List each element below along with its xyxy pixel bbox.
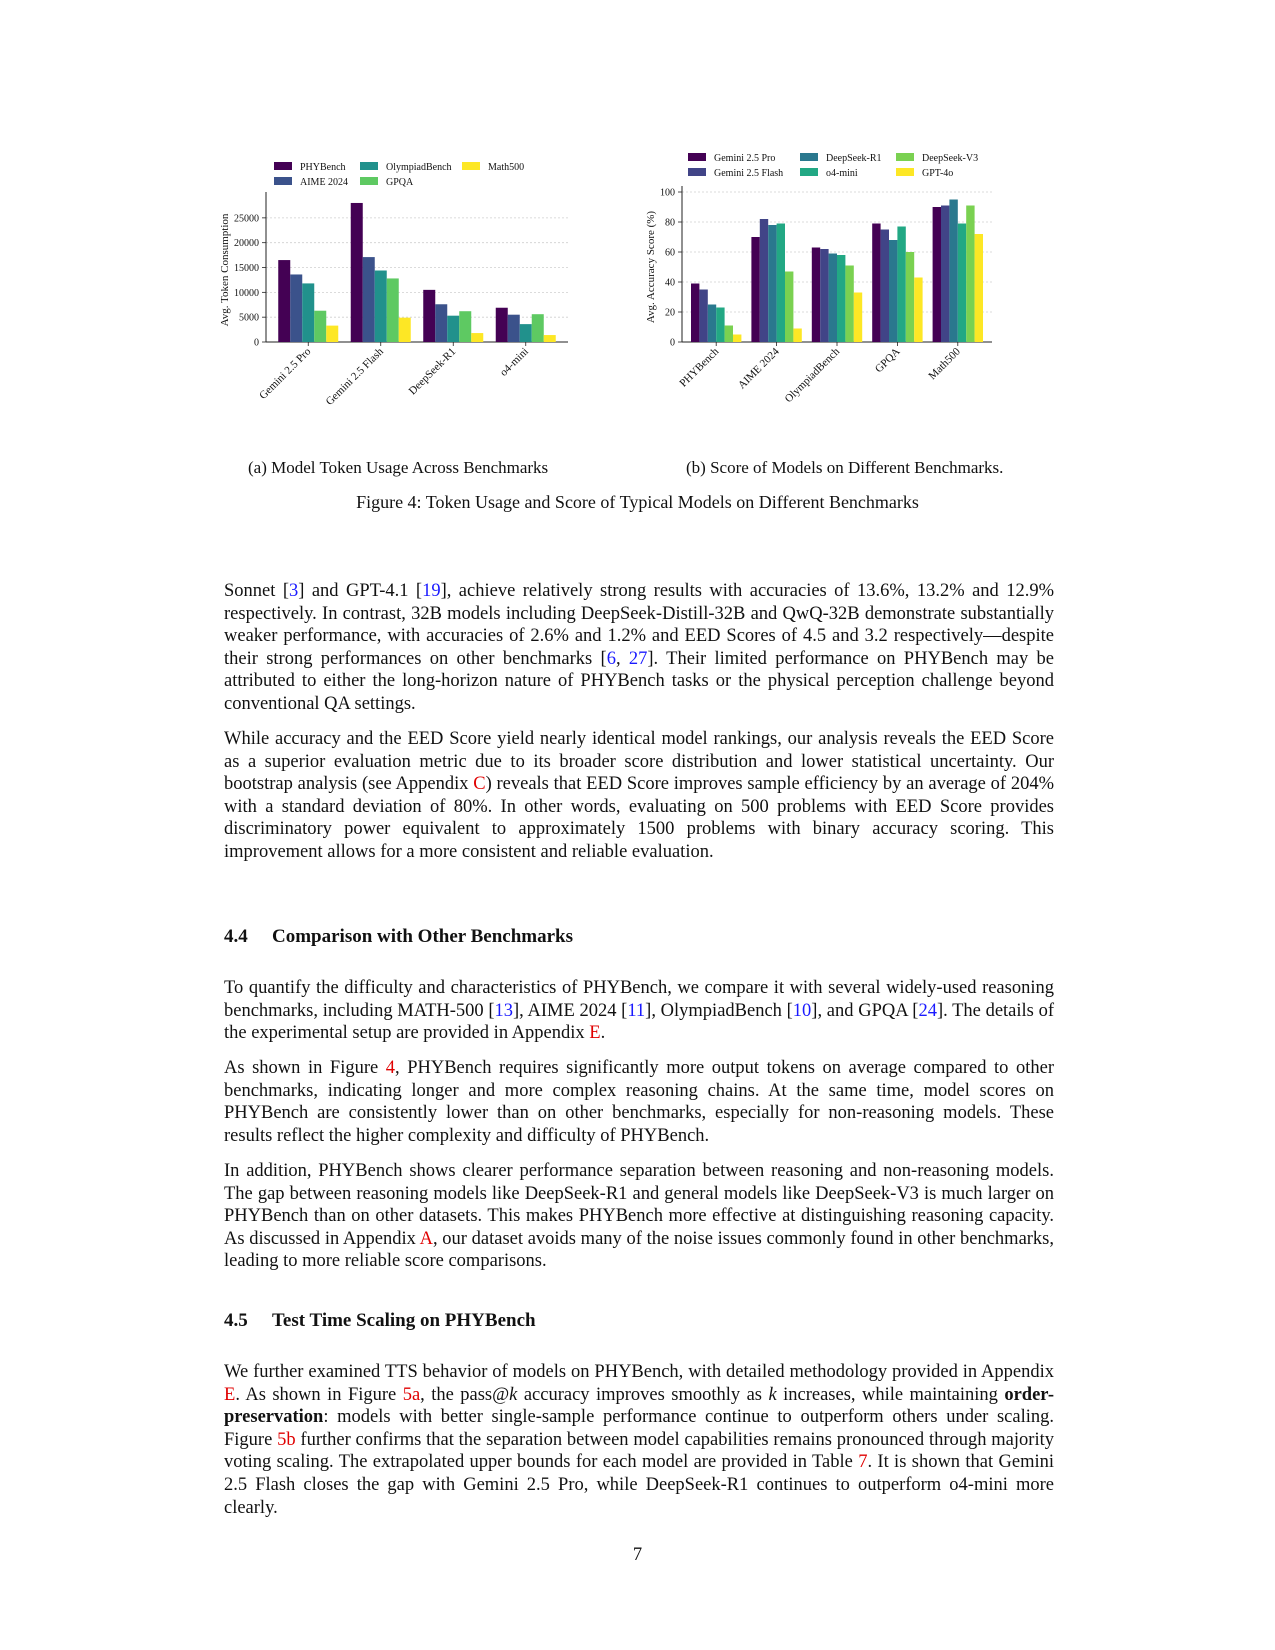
cross-reference-link[interactable]: E [589, 1023, 601, 1044]
bar [459, 311, 471, 342]
bar [768, 225, 776, 342]
x-tick-label: OlympiadBench [782, 345, 843, 406]
legend-label: GPQA [386, 177, 414, 188]
text-run: In addition, PHYBench shows clearer performance separation between reasoning and non-reasoning models. The gap between reasoning models like DeepSeek-R1 and general models like DeepSeek-V3 is much larger on PHYBench than on other datasets. This makes PHYBench more effective at distinguishing reasoning capacity. As discussed in Appendix [224, 1161, 1054, 1249]
bar [496, 308, 508, 342]
bar [941, 206, 949, 343]
chart-token-usage [220, 150, 600, 450]
text-run: ) reveals that EED Score improves sample efficiency by an average of 204% with a standard deviation of 80%. In other words, evaluating on 500 problems with EED Score provides discriminatory power equivalent to approximately 1500 problems with binary accuracy scoring. This improvement allows for a more consistent and reliable evaluation. [224, 774, 1054, 862]
legend-swatch [800, 153, 818, 161]
page-number: 7 [632, 1545, 643, 1565]
legend-label: Gemini 2.5 Flash [714, 168, 784, 179]
y-tick-label: 0 [670, 337, 675, 349]
y-axis-label: Avg. Accuracy Score (%) [645, 210, 657, 324]
legend-label: Math500 [488, 162, 525, 173]
text-run: ]. Their limited performance on PHYBench may be attributed to either the long-horizon nature of PHYBench tasks or the physical perception challenge beyond conventional QA settings. [224, 648, 1054, 714]
y-tick-label: 40 [665, 277, 675, 289]
figure-caption: Figure 4: Token Usage and Score of Typical Models on Different Benchmarks [356, 492, 919, 512]
citation-link[interactable]: 10 [792, 1000, 812, 1021]
legend-label: AIME 2024 [300, 177, 349, 188]
text-run: . As shown in Figure [235, 1384, 403, 1405]
text-run: further confirms that the separation between model capabilities remains pronounced through majority voting scaling. The extrapolated upper bounds for each model are provided in Table [224, 1429, 1054, 1473]
y-tick-label: 100 [660, 187, 675, 199]
section-number: 4.5 [224, 1310, 248, 1331]
text-run: ], and GPQA [ [811, 1000, 919, 1021]
legend-label: PHYBench [300, 162, 346, 173]
bar [544, 335, 556, 342]
bar [326, 326, 338, 342]
bar [278, 260, 290, 342]
text-run: , the pass@ [420, 1384, 510, 1405]
bar [691, 284, 699, 343]
legend-swatch [800, 168, 818, 176]
text-run: As shown in Figure [224, 1058, 386, 1078]
bar [785, 272, 793, 343]
bar [906, 252, 914, 342]
y-tick-label: 10000 [234, 287, 259, 299]
bar [435, 304, 447, 342]
bar [914, 278, 922, 343]
citation-link[interactable]: 19 [422, 581, 441, 601]
text-run: . It is shown that Gemini 2.5 Flash closes the gap with Gemini 2.5 Pro, while DeepSeek-R1 continues to outperform o4-mini more clearly. [224, 1452, 1054, 1518]
math-variable: k [509, 1384, 518, 1405]
bar [725, 326, 733, 343]
x-tick-label: Gemini 2.5 Flash [323, 345, 386, 408]
bar [793, 329, 801, 343]
bar [958, 224, 966, 343]
bar [751, 237, 759, 342]
x-tick-label: o4-mini [497, 345, 531, 379]
bar [820, 249, 828, 342]
legend-swatch [462, 162, 480, 170]
bar [933, 207, 941, 342]
legend-label: GPT-4o [922, 168, 954, 179]
bar [949, 200, 957, 343]
bar [872, 224, 880, 343]
bar [520, 324, 532, 342]
legend-label: DeepSeek-V3 [922, 153, 979, 164]
section-number: 4.4 [224, 926, 248, 947]
text-run: increases, while maintaining [776, 1384, 1005, 1405]
y-axis-label: Avg. Token Consumption [219, 213, 231, 327]
bar [975, 234, 983, 342]
legend-label: DeepSeek-R1 [826, 153, 882, 164]
text-run: . [600, 1023, 606, 1044]
bar [508, 315, 520, 342]
bar [837, 255, 845, 342]
bar [760, 219, 768, 342]
citation-link[interactable]: 6 [606, 648, 616, 669]
subcaption-a: (a) Model Token Usage Across Benchmarks [248, 458, 549, 477]
bar [812, 248, 820, 343]
cross-reference-link[interactable]: C [473, 774, 486, 795]
text-run: : models with better single-sample performance continue to outperform others under scaling. Figure [224, 1407, 1054, 1450]
x-tick-label: Math500 [926, 345, 963, 383]
section-heading-4-4 [224, 926, 573, 948]
legend-label: Gemini 2.5 Pro [714, 153, 776, 164]
bold-term: order-preservation [224, 1384, 1054, 1428]
bar [399, 318, 411, 342]
section-title: Comparison with Other Benchmarks [272, 926, 574, 947]
text-run: , PHYBench requires significantly more output tokens on average compared to other benchmarks, indicating longer and more complex reasoning chains. At the same time, model scores on PHYBench are consistently lower than on other benchmarks, especially for non-reasoning models. These results reflect the higher complexity and difficulty of PHYBench. [224, 1058, 1054, 1146]
bar [897, 227, 905, 343]
bar [290, 274, 302, 342]
y-tick-label: 0 [254, 337, 259, 349]
legend-swatch [274, 177, 292, 185]
bar [699, 290, 707, 343]
legend-swatch [896, 153, 914, 161]
y-tick-label: 5000 [239, 312, 259, 324]
text-run: Sonnet [ [224, 581, 289, 601]
paragraph-6 [224, 1361, 1054, 1519]
legend-swatch [274, 162, 292, 170]
bar [733, 335, 741, 343]
bar [471, 333, 483, 342]
math-variable: k [768, 1384, 777, 1405]
y-tick-label: 80 [665, 217, 675, 229]
cross-reference-link[interactable]: 4 [385, 1058, 396, 1078]
bar [777, 224, 785, 343]
bar [375, 270, 387, 342]
bar [829, 254, 837, 343]
bar [363, 257, 375, 342]
bar [447, 316, 459, 342]
text-run: ]. The details of the experimental setup are provided in Appendix [224, 1000, 1054, 1044]
bar [708, 305, 716, 343]
x-tick-label: DeepSeek-R1 [406, 345, 459, 398]
section-title: Test Time Scaling on PHYBench [272, 1310, 536, 1331]
cross-reference-link[interactable]: A [419, 1228, 433, 1249]
cross-reference-link[interactable]: E [224, 1384, 236, 1405]
text-run: , [615, 648, 629, 669]
paragraph-1 [224, 580, 1054, 716]
legend-swatch [688, 168, 706, 176]
legend-label: o4-mini [826, 168, 858, 179]
y-tick-label: 60 [665, 247, 675, 259]
cross-reference-link[interactable]: 5b [277, 1429, 296, 1450]
paragraph-3 [224, 977, 1054, 1045]
text-run: To quantify the difficulty and characteristics of PHYBench, we compare it with several widely-used reasoning benchmarks, including MATH-500 [ [224, 978, 1054, 1021]
bar [532, 314, 544, 342]
paragraph-2 [224, 728, 1054, 864]
text-run: , our dataset avoids many of the noise issues commonly found in other benchmarks, leading to more reliable score comparisons. [224, 1228, 1055, 1272]
x-tick-label: GPQA [872, 345, 903, 376]
citation-link[interactable]: 24 [918, 1000, 937, 1021]
bar [881, 230, 889, 343]
citation-link[interactable]: 3 [288, 581, 299, 601]
bar [716, 308, 724, 343]
bar [387, 278, 399, 342]
text-run: We further examined TTS behavior of models on PHYBench, with detailed methodology provided in Appendix [224, 1362, 1054, 1382]
legend-swatch [896, 168, 914, 176]
citation-link[interactable]: 11 [627, 1000, 646, 1021]
section-heading-4-5 [224, 1310, 536, 1332]
x-tick-label: PHYBench [677, 345, 722, 390]
paragraph-4 [224, 1057, 1054, 1147]
chart-accuracy-score [645, 150, 1050, 450]
legend-label: OlympiadBench [386, 162, 452, 173]
paragraph-5 [224, 1160, 1054, 1273]
legend-swatch [360, 162, 378, 170]
bar [302, 283, 314, 342]
bar [889, 240, 897, 342]
bar [966, 206, 974, 343]
y-tick-label: 20000 [234, 238, 259, 250]
bar [314, 311, 326, 342]
y-tick-label: 15000 [234, 263, 259, 275]
subcaption-b: (b) Score of Models on Different Benchmarks. [686, 458, 1004, 477]
bar [845, 266, 853, 343]
x-tick-label: Gemini 2.5 Pro [257, 345, 314, 402]
cross-reference-link[interactable]: 7 [858, 1452, 868, 1473]
y-tick-label: 20 [665, 307, 675, 319]
legend-swatch [688, 153, 706, 161]
text-run: ], achieve relatively strong results with accuracies of 13.6%, 13.2% and 12.9% respectively. In contrast, 32B models including DeepSeek-Distill-32B and QwQ-32B demonstrate substantially weaker performance, with accuracies of 2.6% and 1.2% and EED Scores of 4.5 and 3.2 respectively—despite their strong performances on other benchmarks [ [224, 581, 1054, 669]
cross-reference-link[interactable]: 5a [402, 1384, 421, 1405]
text-run: While accuracy and the EED Score yield nearly identical model rankings, our analysis reveals the EED Score as a superior evaluation metric due to its broader score distribution and lower statistical uncertainty. Our bootstrap analysis (see Appendix [224, 729, 1054, 795]
y-tick-label: 25000 [234, 213, 259, 225]
text-run: ] and GPT-4.1 [ [298, 581, 423, 601]
legend-swatch [360, 177, 378, 185]
text-run: ], AIME 2024 [ [513, 1000, 628, 1021]
citation-link[interactable]: 13 [494, 1000, 514, 1021]
text-run: ], OlympiadBench [ [645, 1000, 793, 1021]
x-tick-label: AIME 2024 [735, 345, 782, 392]
text-run: accuracy improves smoothly as [517, 1384, 769, 1405]
bar [351, 203, 363, 342]
citation-link[interactable]: 27 [628, 648, 648, 669]
bar [854, 293, 862, 343]
bar [423, 290, 435, 342]
